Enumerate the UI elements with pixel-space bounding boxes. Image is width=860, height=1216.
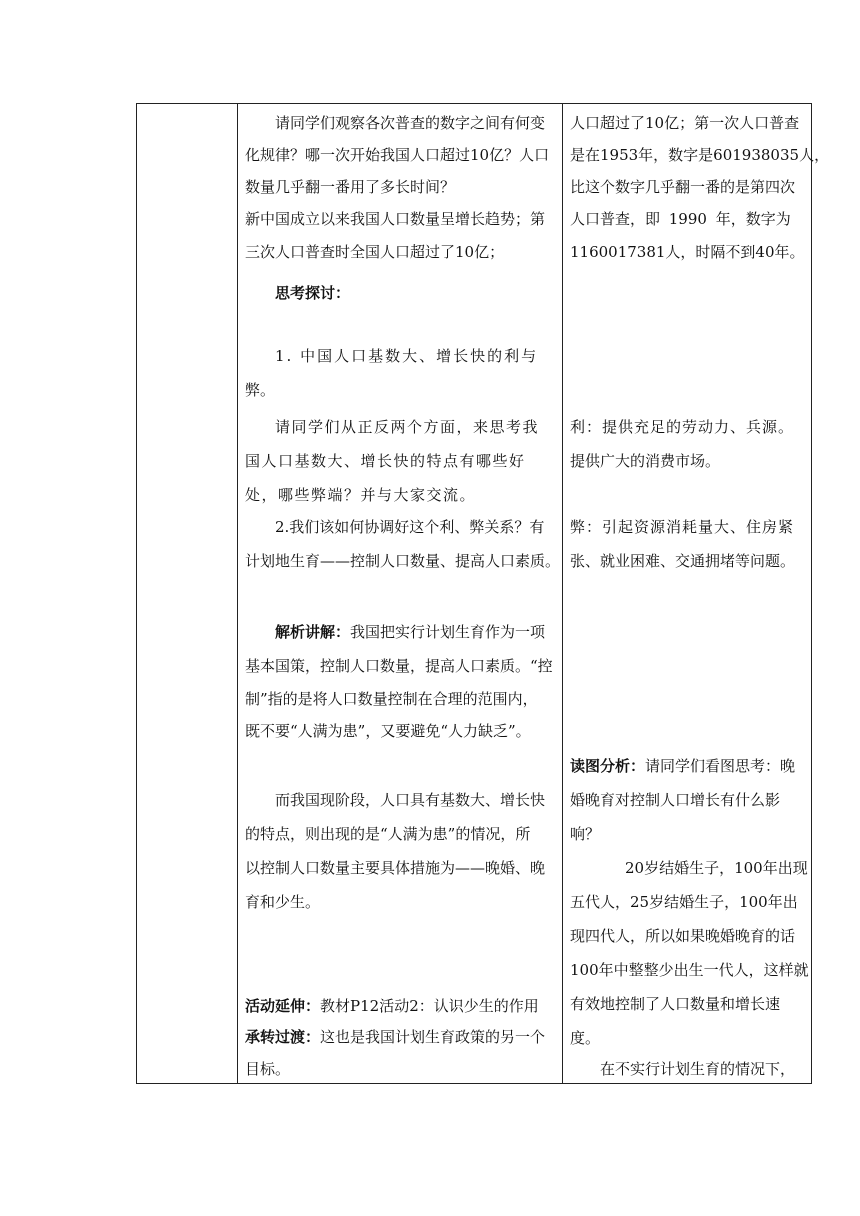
transition-label: 承转过渡：: [245, 1028, 321, 1046]
text-line: 处，哪些弊端？并与大家交流。: [245, 486, 477, 504]
text-line: 既不要“人满为患”，又要避免“人力缺乏”。: [245, 722, 531, 740]
text-line: 弊。: [245, 381, 276, 399]
text-line: 请同学们从正反两个方面，来思考我: [275, 418, 540, 436]
text-line: 1160017381人，时隔不到40年。: [570, 243, 805, 261]
read-text: 请同学们看图思考：晚: [645, 757, 796, 775]
text-line: 是在1953年，数字是601938035人，: [570, 146, 830, 164]
text-line: [245, 622, 557, 642]
read-label: 读图分析：: [570, 757, 646, 775]
text-line: [570, 756, 810, 776]
text-line: 利：提供充足的劳动力、兵源。: [570, 418, 795, 436]
text-line: 2.我们该如何协调好这个利、弊关系？有: [275, 518, 545, 536]
text-line: 人口超过了10亿；第一次人口普查: [570, 114, 800, 132]
text-line: 三次人口普查时全国人口超过了10亿；: [245, 243, 505, 261]
text-line: 育和少生。: [245, 893, 321, 911]
column-divider: [237, 104, 238, 1083]
text-line: 1. 中国人口基数大、增长快的利与: [275, 347, 539, 365]
text-line: 制”指的是将人口数量控制在合理的范围内，: [245, 690, 538, 708]
text-line: 国人口基数大、增长快的特点有哪些好: [245, 452, 526, 470]
text-line: 计划地生育——控制人口数量、提高人口素质。: [245, 552, 561, 570]
text-line: 20岁结婚生子，100年出现: [625, 859, 808, 877]
text-line: 现四代人，所以如果晚婚晚育的话: [570, 927, 796, 945]
text-line: 数量几乎翻一番用了多长时间？: [245, 178, 456, 196]
text-line: 弊：引起资源消耗量大、住房紧: [570, 518, 795, 536]
text-line: 新中国成立以来我国人口数量呈增长趋势；第: [245, 210, 546, 228]
text-line: 有效地控制了人口数量和增长速: [570, 995, 781, 1013]
text-line: 在不实行计划生育的情况下，: [600, 1060, 796, 1078]
text-line: 度。: [570, 1029, 601, 1047]
text-line: 人口普查，即 1990 年，数字为: [570, 210, 791, 228]
text-line: 以控制人口数量主要具体措施为——晚婚、晚: [245, 859, 546, 877]
teaching-process-column: [245, 104, 561, 1083]
text-line: 的特点，则出现的是“人满为患”的情况，所: [245, 825, 531, 843]
text-line: 张、就业困难、交通拥堵等问题。: [570, 552, 796, 570]
text-line: 比这个数字几乎翻一番的是第四次: [570, 178, 796, 196]
text-line: 而我国现阶段，人口具有基数大、增长快: [275, 791, 546, 809]
text-line: 五代人，25岁结婚生子，100年出: [570, 893, 798, 911]
activity-label: 活动延伸：: [245, 997, 321, 1015]
text-line: 100年中整整少出生一代人，这样就: [570, 961, 809, 979]
text-line: 提供广大的消费市场。: [570, 452, 721, 470]
section-heading: 思考探讨：: [275, 284, 351, 302]
column-divider: [562, 104, 563, 1083]
transition-text: 这也是我国计划生育政策的另一个: [320, 1028, 546, 1046]
text-line: 请同学们观察各次普查的数字之间有何变: [275, 114, 546, 132]
text-line: [245, 1027, 557, 1047]
analysis-label: 解析讲解：: [275, 623, 351, 641]
text-line: 基本国策，控制人口数量，提高人口素质。“控: [245, 657, 553, 675]
text-line: 婚晚育对控制人口增长有什么影: [570, 791, 781, 809]
text-line: 响？: [570, 825, 601, 843]
text-line: 化规律？哪一次开始我国人口超过10亿？人口: [245, 146, 550, 164]
analysis-text: 我国把实行计划生育作为一项: [350, 623, 546, 641]
text-line: [245, 996, 557, 1016]
notes-column: [570, 104, 830, 1083]
text-line: 目标。: [245, 1060, 291, 1078]
activity-text: 教材P12活动2：认识少生的作用: [320, 997, 539, 1015]
lesson-table: [136, 103, 830, 1084]
